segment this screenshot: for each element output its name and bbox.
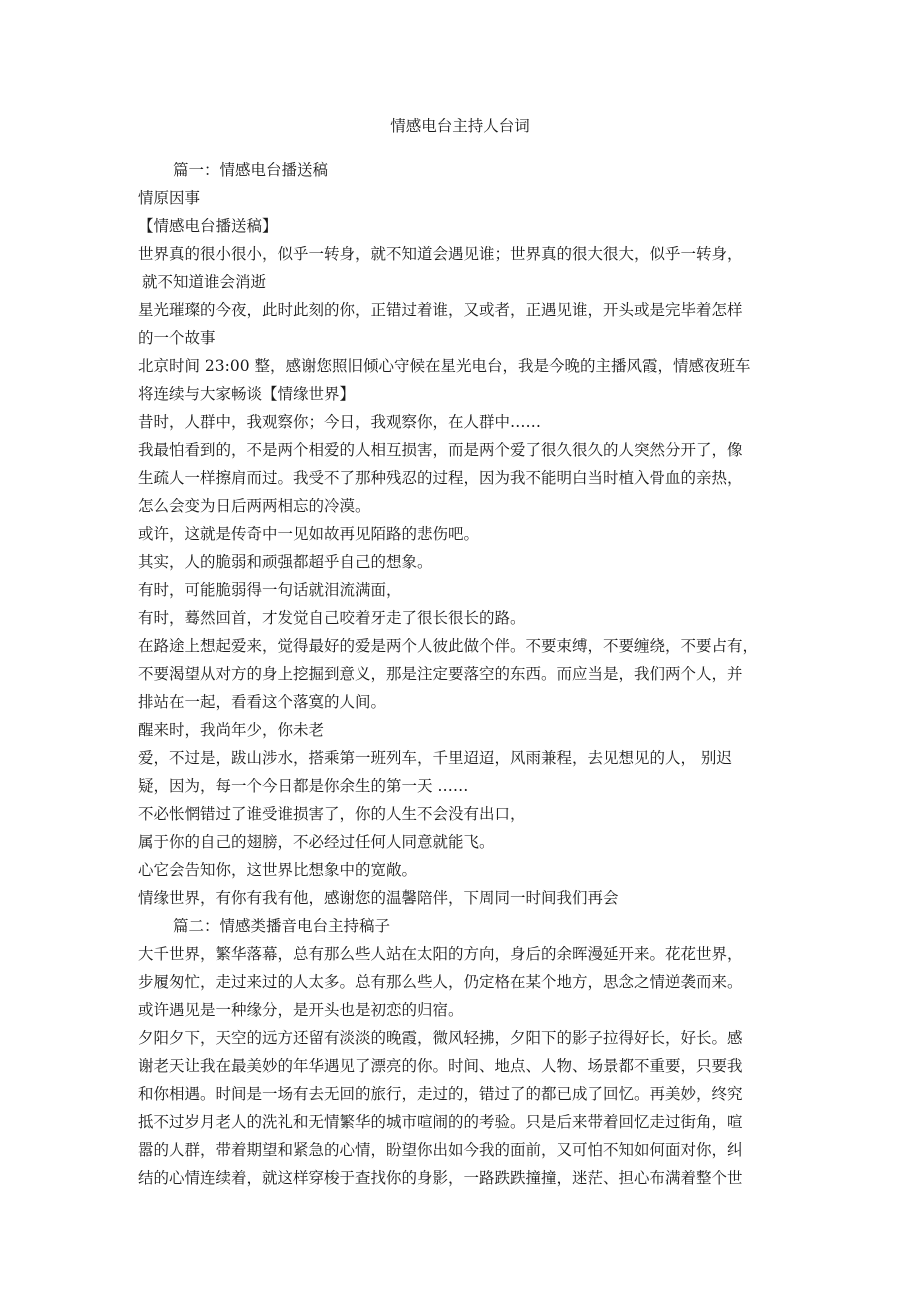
text-line: 北京时间 23:00 整，感谢您照旧倾心守候在星光电台，我是今晚的主播风霞，情感夜班车 bbox=[138, 357, 751, 375]
text-line: 将连续与大家畅谈【情缘世界】 bbox=[138, 385, 356, 403]
text-line: 不要渴望从对方的身上挖掘到意义，那是注定要落空的东西。而应当是，我们两个人，并 bbox=[138, 665, 743, 683]
text-line: 在路途上想起爱来，觉得最好的爱是两个人彼此做个伴。不要束缚，不要缠绕，不要占有， bbox=[138, 637, 759, 655]
text-line: 怎么会变为日后两两相忘的冷漠。 bbox=[138, 497, 371, 515]
text-line: 或许，这就是传奇中一见如故再见陌路的悲伤吧。 bbox=[138, 525, 480, 543]
document-title: 情感电台主持人台词 bbox=[390, 117, 530, 135]
text-line: 情原因事 bbox=[138, 189, 201, 207]
text-line: 其实，人的脆弱和顽强都超乎自己的想象。 bbox=[138, 553, 433, 571]
text-line: 嚣的人群，带着期望和紧急的心情，盼望你出如今我的面前，又可怕不知如何面对你，纠 bbox=[138, 1141, 743, 1159]
text-line: 抵不过岁月老人的洗礼和无情繁华的城市喧闹的的考验。只是后来带着回忆走过街角，喧 bbox=[138, 1113, 743, 1131]
text-line: 谢老天让我在最美妙的年华遇见了漂亮的你。时间、地点、人物、场景都不重要，只要我 bbox=[138, 1057, 743, 1075]
section-heading: 篇一：情感电台播送稿 bbox=[173, 161, 329, 179]
text-line: 和你相遇。时间是一场有去无回的旅行，走过的，错过了的都已成了回忆。再美妙，终究 bbox=[138, 1085, 743, 1103]
text-line: 结的心情连续着，就这样穿梭于查找你的身影，一路跌跌撞撞，迷茫、担心布满着整个世 bbox=[138, 1169, 743, 1187]
text-line: 有时，蓦然回首，才发觉自己咬着牙走了很长很长的路。 bbox=[138, 609, 526, 627]
text-line: 步履匆忙，走过来过的人太多。总有那么些人，仍定格在某个地方，思念之情逆袭而来。 bbox=[138, 973, 743, 991]
text-line: 心它会告知你，这世界比想象中的宽敞。 bbox=[138, 861, 418, 879]
section-heading: 篇二：情感类播音电台主持稿子 bbox=[173, 917, 391, 935]
text-line: 的一个故事 bbox=[138, 329, 216, 347]
text-line: 爱，不过是，跋山涉水，搭乘第一班列车，千里迢迢，风雨兼程，去见想见的人， 别迟 bbox=[138, 749, 732, 767]
text-line: 有时，可能脆弱得一句话就泪流满面， bbox=[138, 581, 402, 599]
text-line: 就不知道谁会消逝 bbox=[142, 273, 267, 291]
text-line: 生疏人一样擦肩而过。我受不了那种残忍的过程，因为我不能明白当时植入骨血的亲热， bbox=[138, 469, 743, 487]
text-line: 大千世界，繁华落幕，总有那么些人站在太阳的方向，身后的余晖漫延开来。花花世界， bbox=[138, 945, 743, 963]
text-line: 不必怅惘错过了谁受谁损害了，你的人生不会没有出口， bbox=[138, 805, 526, 823]
text-line: 醒来时，我尚年少，你未老 bbox=[138, 721, 325, 739]
text-line: 排站在一起，看看这个落寞的人间。 bbox=[138, 693, 387, 711]
text-line: 夕阳夕下，天空的远方还留有淡淡的晚霞，微风轻拂，夕阳下的影子拉得好长，好长。感 bbox=[138, 1029, 743, 1047]
text-line: 星光璀璨的今夜，此时此刻的你，正错过着谁，又或者，正遇见谁，开头或是完毕着怎样 bbox=[138, 301, 743, 319]
text-line: 【情感电台播送稿】 bbox=[138, 217, 278, 235]
text-line: 或许遇见是一种缘分，是开头也是初恋的归宿。 bbox=[138, 1001, 464, 1019]
text-line: 世界真的很小很小，似乎一转身，就不知道会遇见谁；世界真的很大很大，似乎一转身， bbox=[138, 245, 743, 263]
text-line: 疑，因为，每一个今日都是你余生的第一天 …… bbox=[138, 777, 469, 795]
text-line: 属于你的自己的翅膀，不必经过任何人同意就能飞。 bbox=[138, 833, 495, 851]
text-line: 昔时，人群中，我观察你；今日，我观察你，在人群中…… bbox=[138, 413, 542, 431]
text-line: 我最怕看到的，不是两个相爱的人相互损害，而是两个爱了很久很久的人突然分开了，像 bbox=[138, 441, 743, 459]
text-line: 情缘世界，有你有我有他，感谢您的温馨陪伴，下周同一时间我们再会 bbox=[138, 889, 619, 907]
